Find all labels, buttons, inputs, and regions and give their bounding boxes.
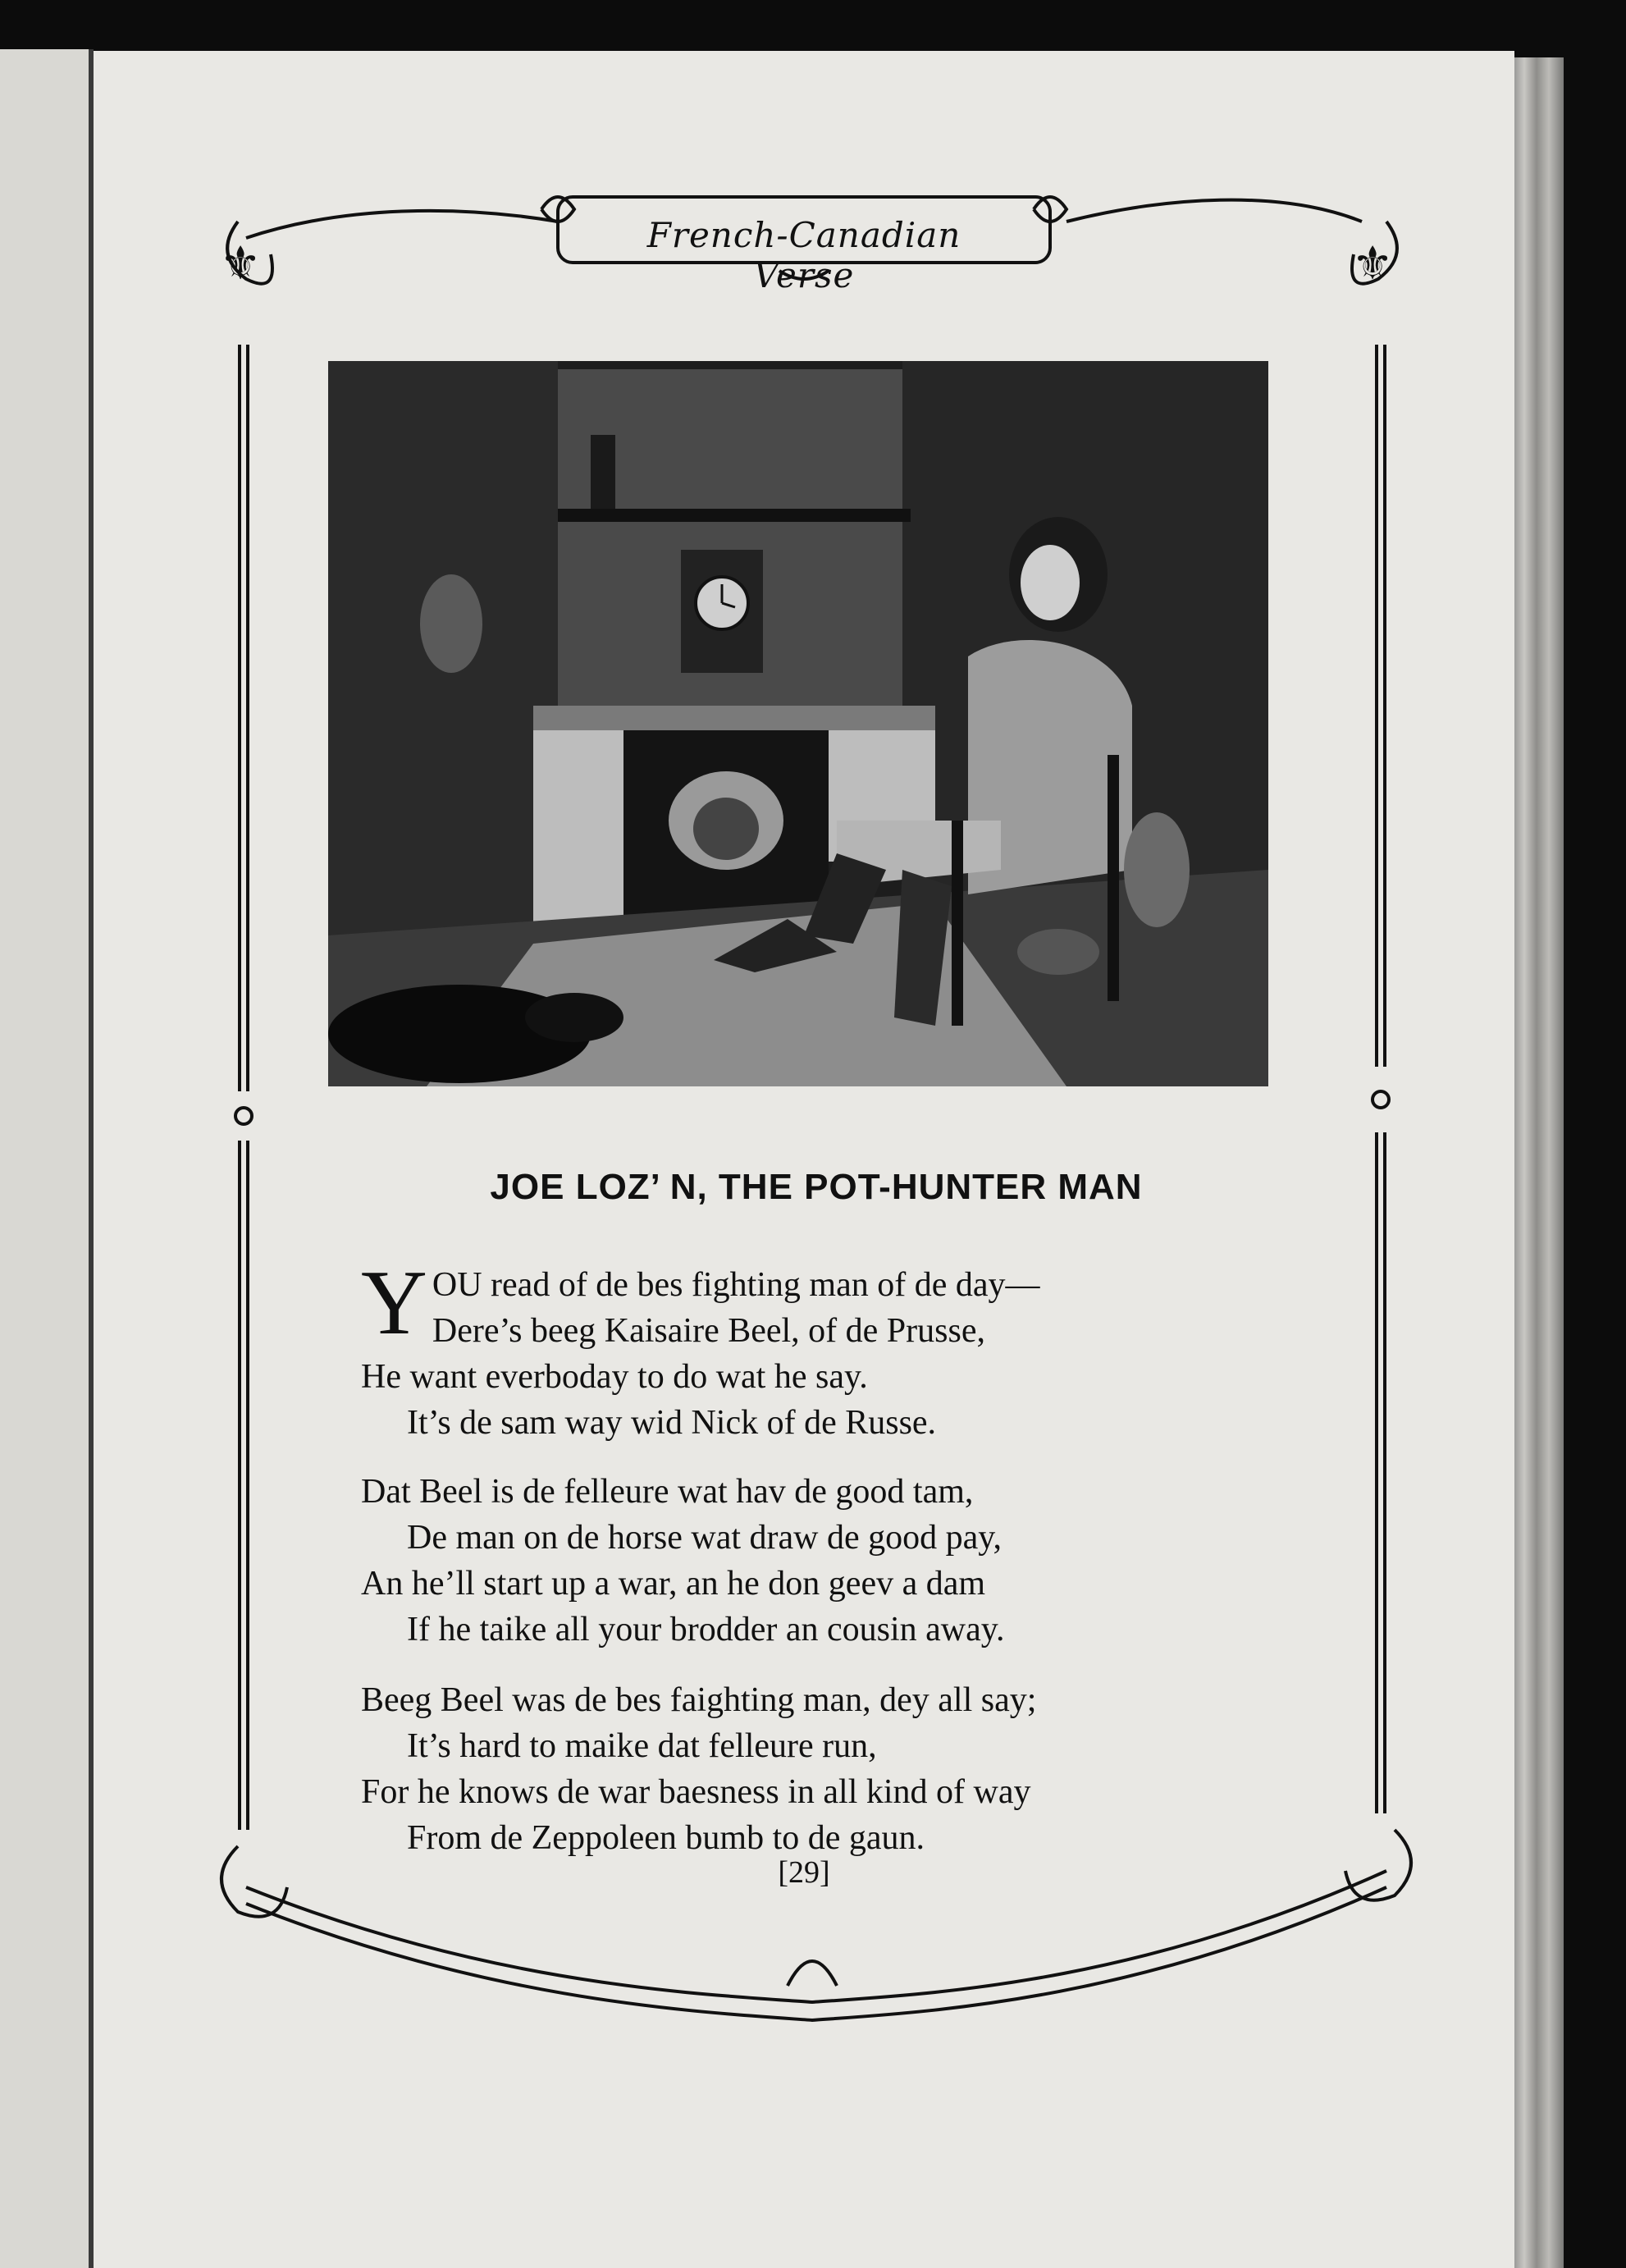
poem-line: Dere’s beeg Kaisaire Beel, of de Prusse, [432,1312,985,1350]
poem-line: If he taike all your brodder an cousin away. [407,1611,1005,1648]
poem-line: It’s de sam way wid Nick of de Russe. [407,1404,937,1442]
poem-line: It’s hard to maike dat felleure run, [407,1727,877,1765]
fireside-illustration [328,361,1268,1086]
poem-line: He want everboday to do wat he say. [361,1358,868,1396]
fleur-de-lis-left-icon: ⚜ [220,237,262,290]
stanza-1 [361,1252,1296,1446]
poem-line: OU read of de bes fighting man of de day— [432,1266,1040,1304]
poem-line: For he knows de war baesness in all kind of way [361,1773,1031,1811]
poem-title: JOE LOZ’ N, THE POT-HUNTER MAN [490,1167,1143,1207]
fleur-de-lis-right-icon: ⚜ [1352,237,1394,290]
poem-line: De man on de horse wat draw de good pay, [407,1519,1003,1557]
stanza-2 [361,1469,1296,1653]
page-number: [29] [778,1855,830,1890]
poem-line: Dat Beel is de felleure wat hav de good tam, [361,1473,974,1511]
running-header: French-Canadian Verse [646,215,961,295]
stanza-3 [361,1677,1296,1861]
poem-line: An he’ll start up a war, an he don geev a dam [361,1565,986,1603]
drop-cap: Y [361,1252,427,1354]
poem-line: Beeg Beel was de bes faighting man, dey all say; [361,1681,1037,1719]
poem-line: From de Zeppoleen bumb to de gaun. [407,1819,925,1857]
